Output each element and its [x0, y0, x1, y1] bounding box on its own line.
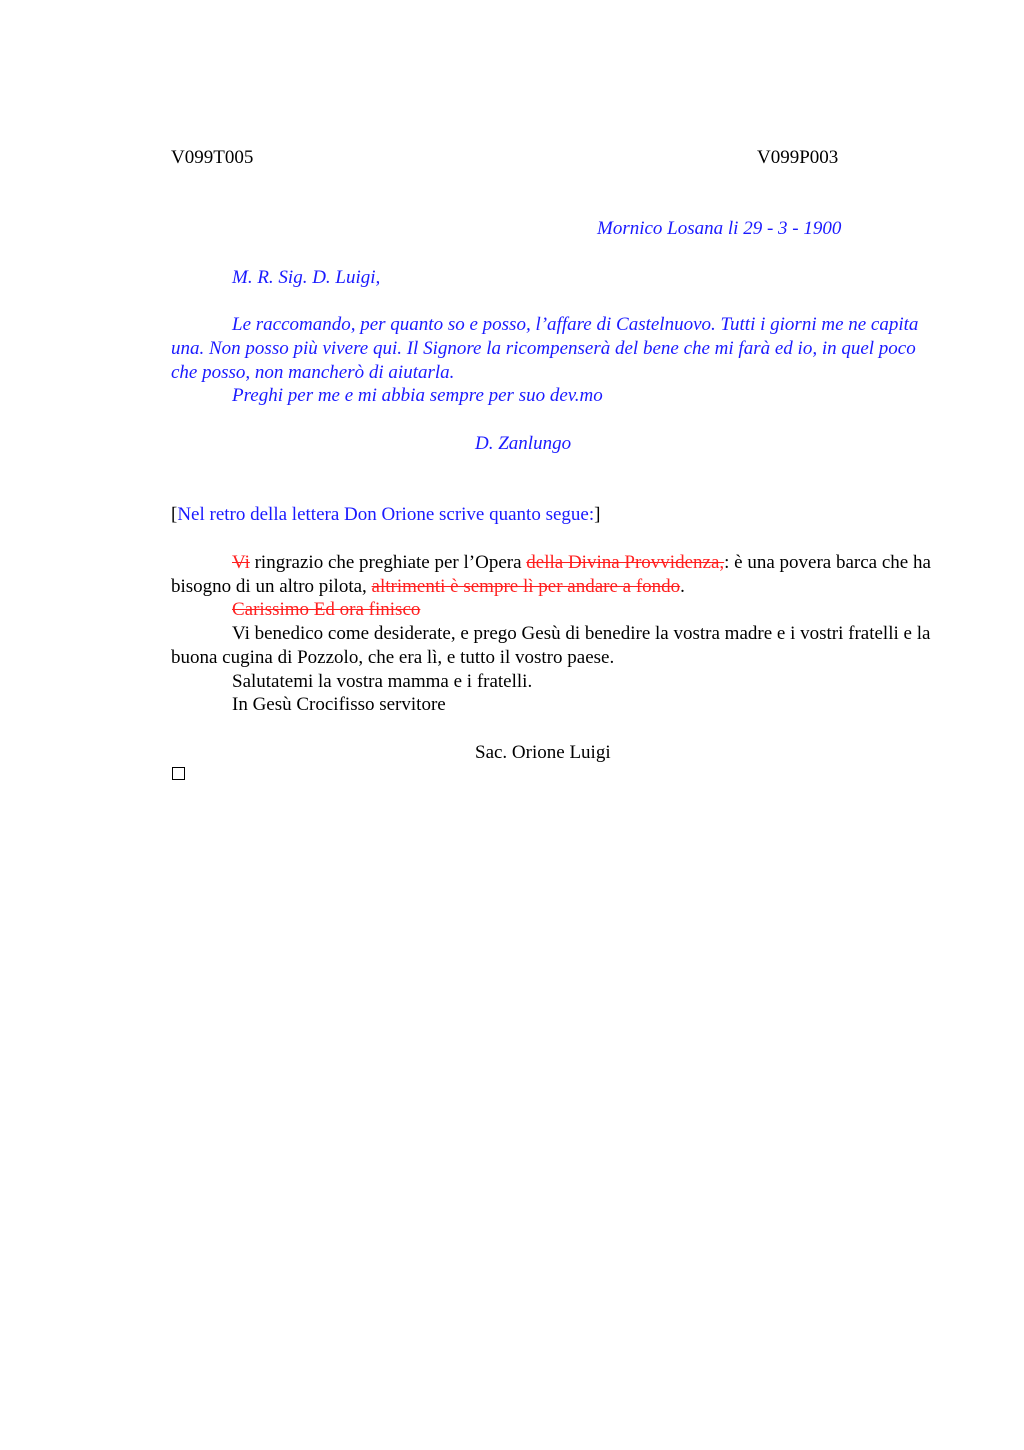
reply-text-1: ringrazio che preghiate per l’Opera: [249, 552, 527, 573]
letter-place-date: Mornico Losana li 29 - 3 - 1900: [597, 218, 842, 239]
editorial-note: [171, 503, 600, 527]
square-box-icon: [172, 767, 185, 780]
reply-paragraph-3: Vi benedico come desiderate, e prego Gesù di benedire la vostra madre e i vostri fratelli e la buona cugina di Pozzolo, che era lì, e tutto il vostro paese.: [171, 623, 931, 668]
header-right-code: V099P003: [757, 147, 839, 168]
reply-deleted-line: Carissimo Ed ora finisco: [232, 599, 421, 620]
note-close-bracket: ]: [594, 504, 601, 525]
note-text: Nel retro della lettera Don Orione scrive quanto segue:: [177, 504, 595, 525]
reply-paragraph-4: Salutatemi la vostra mamma e i fratelli.: [232, 671, 533, 692]
letter-body: Le raccomando, per quanto so e posso, l’affare di Castelnuovo. Tutti i giorni me ne capita una. Non posso più vivere qui. Il Signore la ricompenserà del bene che mi farà ed io, in quel poco che posso, non mancherò di aiutarla.: [171, 314, 919, 383]
reply-paragraph-5: In Gesù Crocifisso servitore: [232, 694, 446, 715]
deleted-phrase-divina-provvidenza: della Divina Provvidenza,: [526, 552, 725, 573]
reply-signature: Sac. Orione Luigi: [475, 742, 611, 763]
letter-closing: Preghi per me e mi abbia sempre per suo dev.mo: [232, 385, 603, 406]
deleted-word-vi: Vi: [232, 552, 250, 573]
reply-text-3: .: [680, 576, 685, 597]
deleted-phrase-altrimenti: altrimenti è sempre lì per andare a fondo: [371, 576, 681, 597]
reply-paragraph-1: [171, 551, 931, 599]
letter-signature: D. Zanlungo: [475, 433, 572, 454]
header-left-code: V099T005: [171, 147, 254, 168]
reply-text-2: : è una povera barca che ha bisogno di un altro pilota,: [171, 552, 931, 597]
note-open-bracket: [: [171, 504, 178, 525]
letter-salutation: M. R. Sig. D. Luigi,: [232, 267, 381, 288]
